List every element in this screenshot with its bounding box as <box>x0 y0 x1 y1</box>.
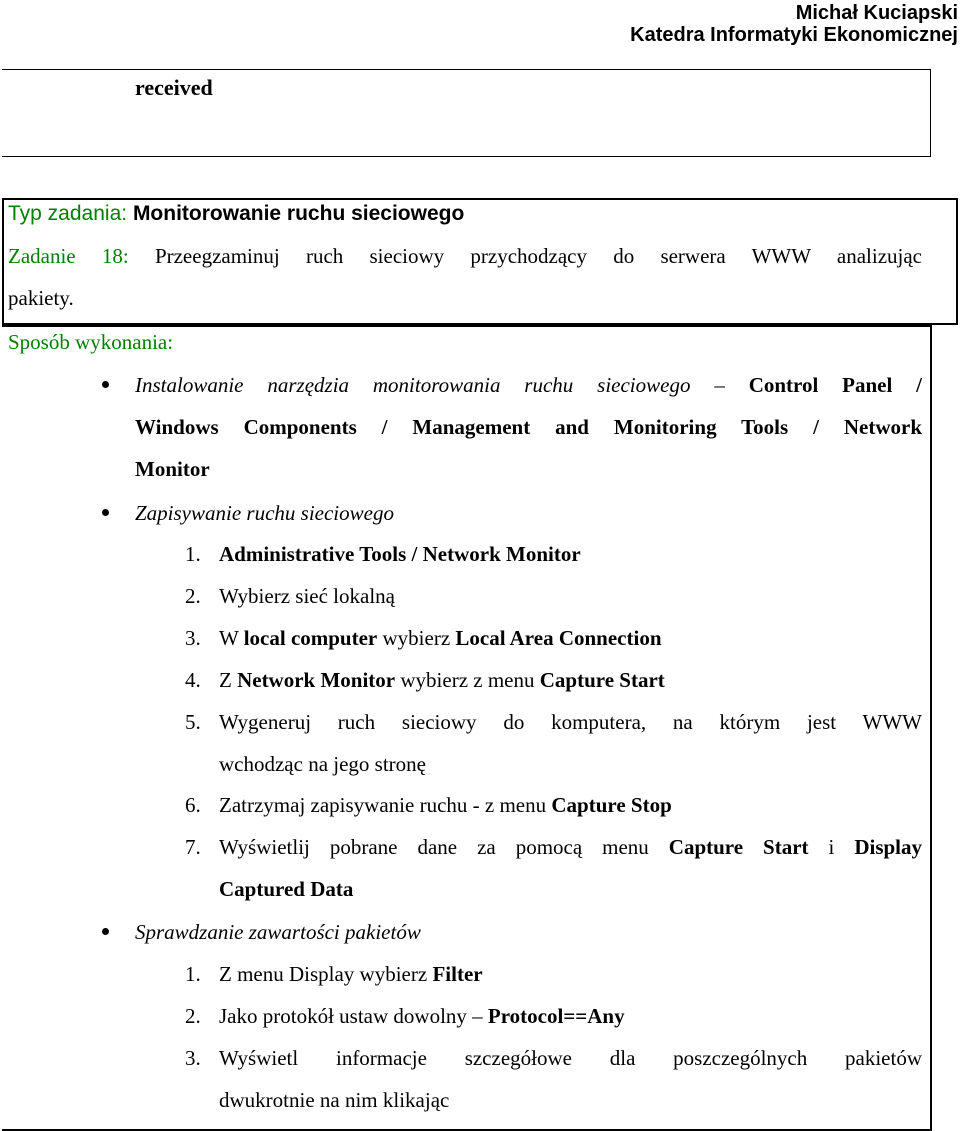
task-type <box>8 200 464 228</box>
section-install-line1 <box>135 371 922 399</box>
section-install-title: Instalowanie narzędzia monitorowania ruchu sieciowego <box>135 373 691 397</box>
text-bold: Display <box>854 835 923 859</box>
text-bold: Capture Start <box>539 668 665 692</box>
step-number: 4. <box>185 668 201 692</box>
text: W <box>219 626 244 650</box>
text-bold: local computer <box>243 626 378 650</box>
step-number: 1. <box>185 962 201 986</box>
inspect-step-1 <box>219 960 483 988</box>
task-description <box>8 242 922 270</box>
capture-step-5-line1: Wygeneruj ruch sieciowy do komputera, na którym jest WWW <box>219 710 922 734</box>
inspect-step-3-line1: Wyświetl informacje szczegółowe dla poszczególnych pakietów <box>219 1046 922 1070</box>
inspect-step-3-line2: dwukrotnie na nim klikając <box>219 1088 450 1112</box>
capture-step-7-line2: Captured Data <box>219 877 354 901</box>
install-path-part2: Windows Components / Management and Monitoring Tools / Network <box>135 415 922 439</box>
capture-step-5-line2: wchodząc na jego stronę <box>219 752 426 776</box>
step-number: 3. <box>185 626 201 650</box>
text-bold: Protocol==Any <box>487 1004 625 1028</box>
step-number: 2. <box>185 1004 201 1028</box>
text: Jako protokół ustaw dowolny – <box>219 1004 488 1028</box>
text: Wyświetlij pobrane dane za pomocą menu <box>219 835 669 859</box>
text-bold: Capture Start <box>668 835 809 859</box>
capture-step-4 <box>219 666 665 694</box>
text-bold: Local Area Connection <box>455 626 662 650</box>
inspect-step-2 <box>219 1002 625 1030</box>
install-path-part1: Control Panel / <box>748 373 923 397</box>
method-label: Sposób wykonania: <box>8 330 174 354</box>
capture-step-1: Administrative Tools / Network Monitor <box>219 542 581 566</box>
received-box <box>2 69 931 157</box>
install-path-part3: Monitor <box>135 457 210 481</box>
bullet-icon <box>102 381 109 388</box>
author-name: Michał Kuciapski <box>795 2 958 24</box>
department-name: Katedra Informatyki Ekonomicznej <box>630 24 958 46</box>
step-number: 5. <box>185 710 201 734</box>
step-number: 7. <box>185 835 201 859</box>
text-bold: Filter <box>432 962 483 986</box>
capture-step-2: Wybierz sieć lokalną <box>219 584 395 608</box>
dash: – <box>714 373 725 397</box>
step-number: 6. <box>185 793 201 817</box>
text: wybierz z menu <box>395 668 540 692</box>
text: Zatrzymaj zapisywanie ruchu - z menu <box>219 793 552 817</box>
text-bold: Network Monitor <box>237 668 396 692</box>
task-text-line2: pakiety. <box>8 286 74 310</box>
bullet-icon <box>102 509 109 516</box>
text: Z menu Display wybierz <box>219 962 433 986</box>
step-number: 3. <box>185 1046 201 1070</box>
task-text-line1: Przeegzaminuj ruch sieciowy przychodzący do serwera WWW analizując <box>154 244 923 268</box>
bullet-icon <box>102 928 109 935</box>
section-capture-title: Zapisywanie ruchu sieciowego <box>135 501 394 525</box>
task-type-label: Typ zadania: <box>8 202 128 225</box>
capture-step-7-line1 <box>219 833 922 861</box>
text: Z <box>219 668 238 692</box>
capture-step-6 <box>219 791 672 819</box>
received-label: received <box>135 75 213 100</box>
step-number: 2. <box>185 584 201 608</box>
text-bold: Capture Stop <box>551 793 672 817</box>
task-type-value: Monitorowanie ruchu sieciowego <box>132 202 465 225</box>
capture-step-3 <box>219 624 662 652</box>
text: wybierz <box>377 626 456 650</box>
step-number: 1. <box>185 542 201 566</box>
section-inspect-title: Sprawdzanie zawartości pakietów <box>135 920 421 944</box>
task-label: Zadanie 18: <box>8 244 129 268</box>
text: i <box>828 835 855 859</box>
